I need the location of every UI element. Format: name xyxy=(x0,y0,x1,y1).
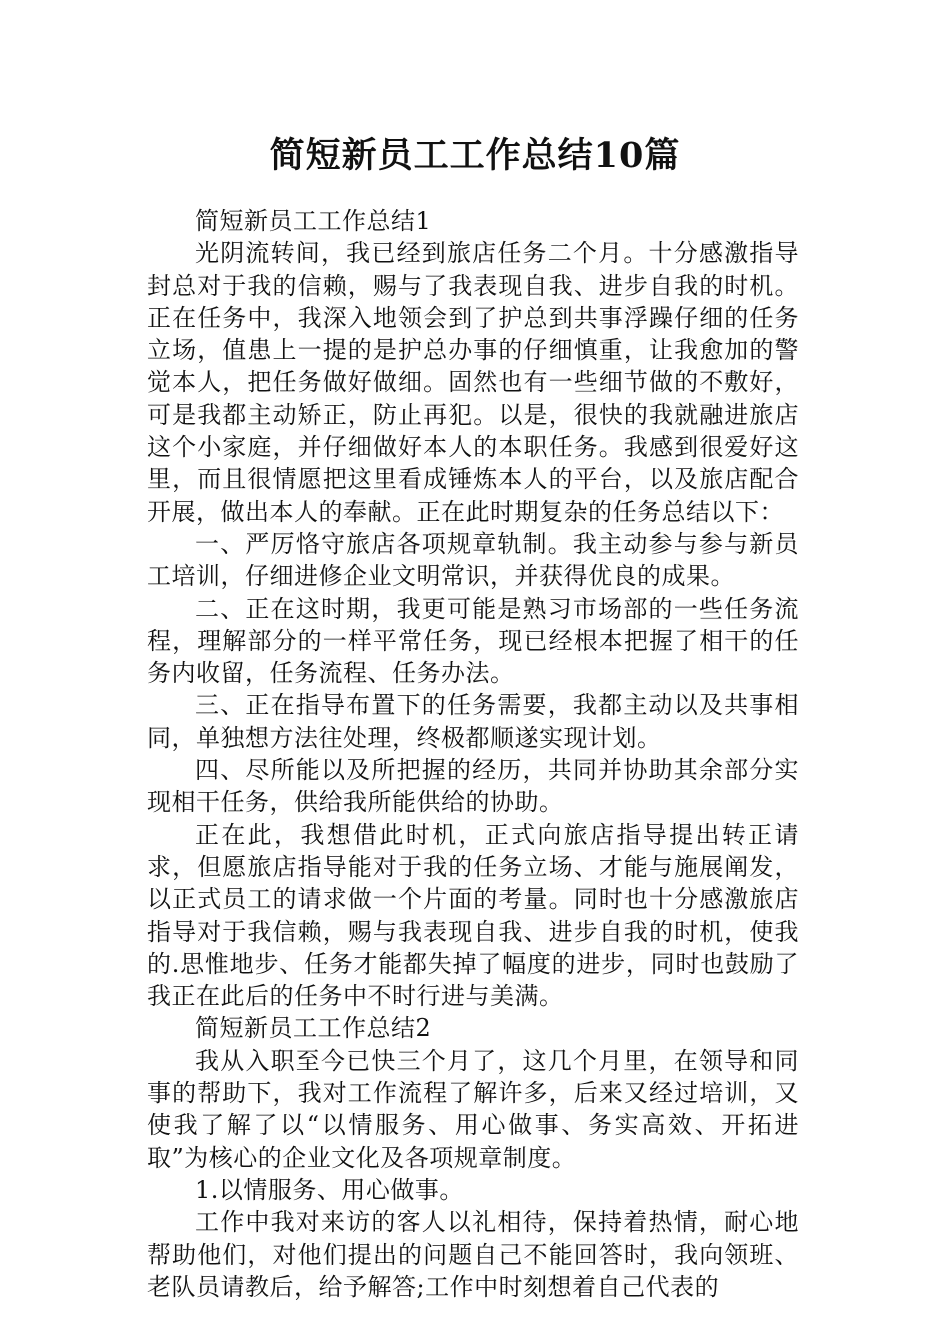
section-heading-1: 简短新员工工作总结1 xyxy=(195,207,432,235)
paragraph: 我从入职至今已快三个月了，这几个月里，在领导和同事的帮助下，我对工作流程了解许多，后来又经过培训，又使我了解了以“以情服务、用心做事、务实高效、开拓进取”为核心的企业文化及各项规章制度。 xyxy=(147,1046,799,1172)
paragraph: 四、尽所能以及所把握的经历，共同并协助其余部分实现相干任务，供给我所能供给的协助。 xyxy=(147,756,799,817)
section-heading-2: 简短新员工工作总结2 xyxy=(195,1014,432,1043)
paragraph: 三、正在指导布置下的任务需要，我都主动以及共事相同，单独想方法往处理，终极都顺遂实现计划。 xyxy=(147,691,799,752)
paragraph: 正在此，我想借此时机，正式向旅店指导提出转正请求，但愿旅店指导能对于我的任务立场、才能与施展阐发，以正式员工的请求做一个片面的考量。同时也十分感激旅店指导对于我信赖，赐与我表现自我、进步自我的时机，使我的.思惟地步、任务才能都失掉了幅度的进步，同时也鼓励了我正在此后的任务中不时行进与美满。 xyxy=(147,820,799,1011)
paragraph: 一、严厉恪守旅店各项规章轨制。我主动参与参与新员工培训，仔细进修企业文明常识，并获得优良的成果。 xyxy=(147,529,799,591)
paragraph: 1.以情服务、用心做事。 xyxy=(195,1175,464,1204)
document-body xyxy=(147,205,799,1303)
paragraph: 工作中我对来访的客人以礼相待，保持着热情，耐心地帮助他们，对他们提出的问题自己不能回答时，我向领班、老队员请教后，给予解答;工作中时刻想着自己代表的 xyxy=(147,1208,799,1301)
paragraph: 光阴流转间，我已经到旅店任务二个月。十分感激指导封总对于我的信赖，赐与了我表现自我、进步自我的时机。正在任务中，我深入地领会到了护总到共事浮躁仔细的任务立场，值患上一提的是护总办事的仔细慎重，让我愈加的警觉本人，把任务做好做细。固然也有一些细节做的不敷好，可是我都主动矫正，防止再犯。以是，很快的我就融进旅店这个小家庭，并仔细做好本人的本职任务。我感到很爱好这里，而且很情愿把这里看成锤炼本人的平台，以及旅店配合开展，做出本人的奉献。正在此时期复杂的任务总结以下： xyxy=(147,239,799,526)
document-title: 简短新员工工作总结10篇 xyxy=(269,135,681,176)
paragraph: 二、正在这时期，我更可能是熟习市场部的一些任务流程，理解部分的一样平常任务，现已经根本把握了相干的任务内收留，任务流程、任务办法。 xyxy=(147,594,799,688)
